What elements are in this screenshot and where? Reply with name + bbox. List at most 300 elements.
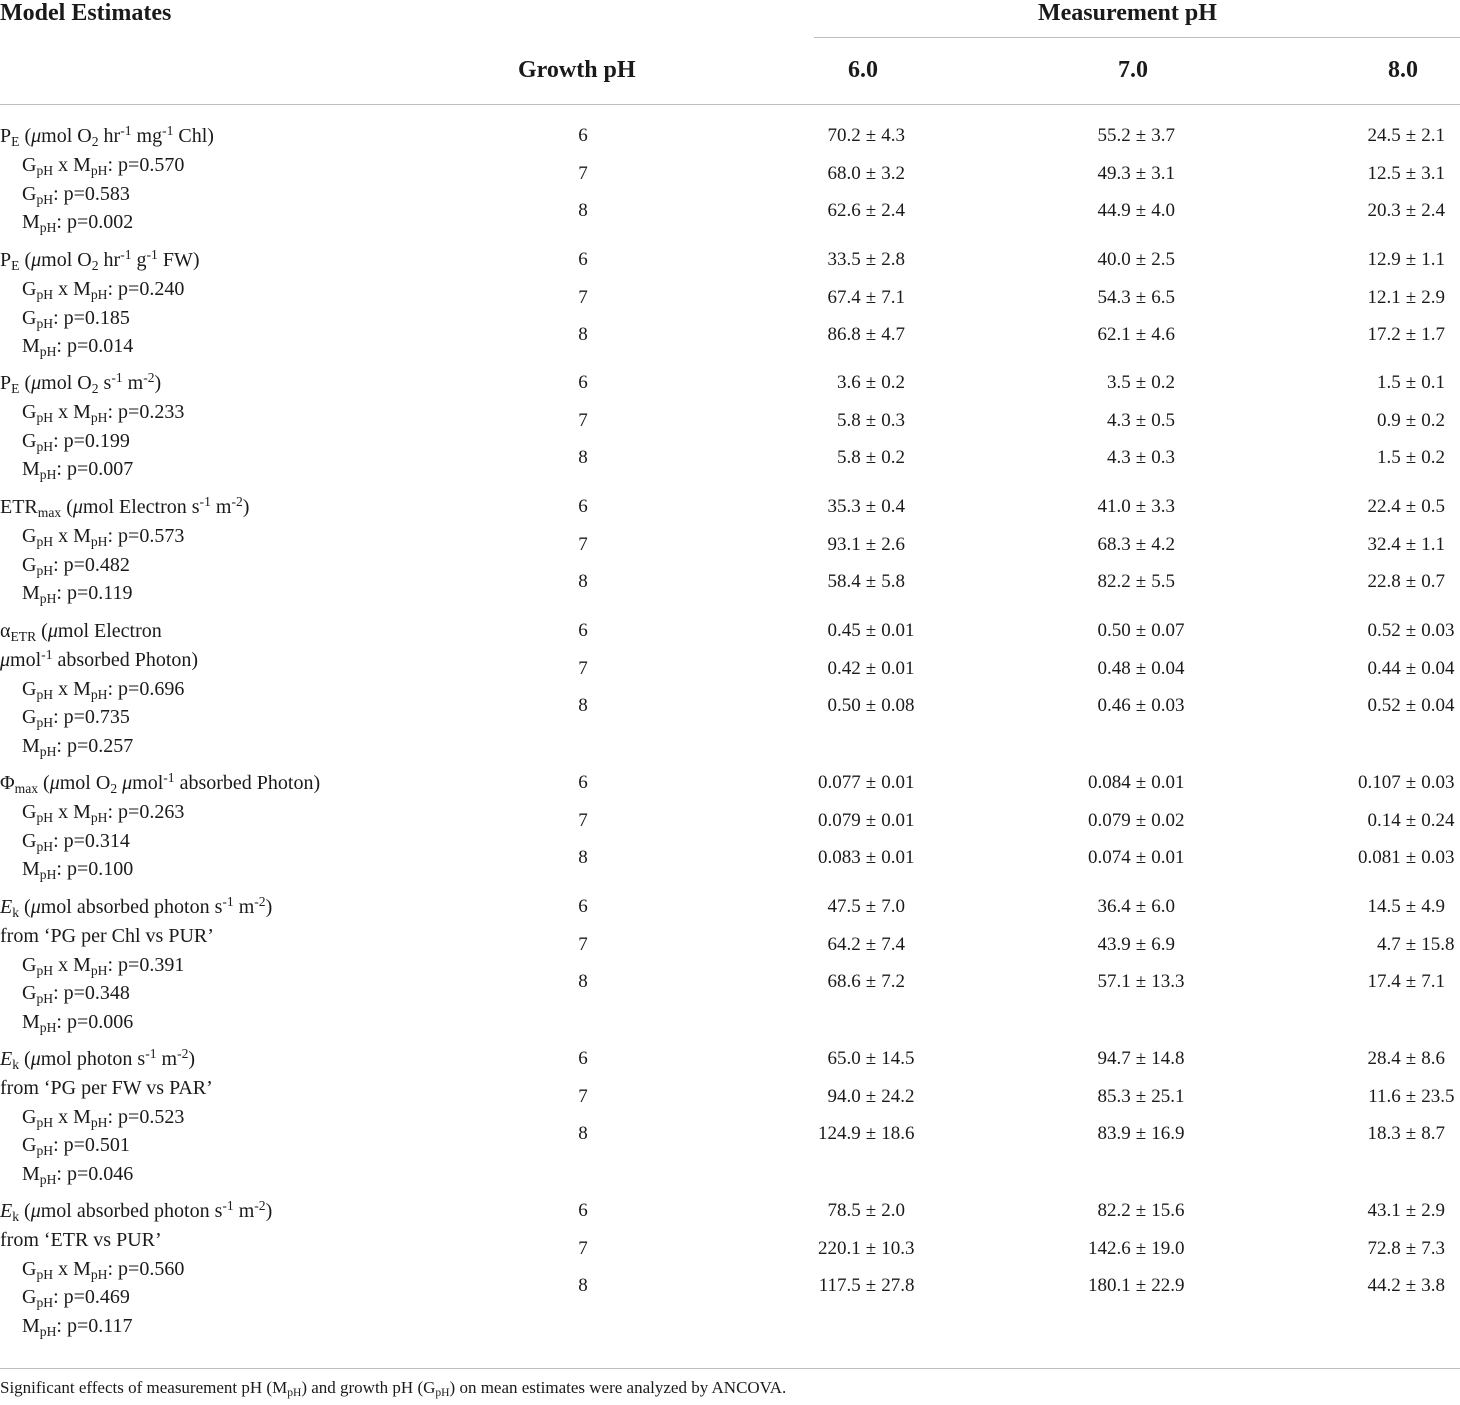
growth-ph-cell: 8 [578, 971, 588, 992]
plus-minus-sign: ± [1405, 657, 1417, 679]
plus-minus-sign: ± [1135, 657, 1147, 679]
value-cell [1098, 896, 1175, 918]
error-value: 4.6 [1151, 324, 1175, 345]
mean-value: 17.2 [1367, 324, 1401, 345]
model-estimates-header: Model Estimates [0, 0, 172, 26]
error-value: 0.03 [1421, 847, 1455, 868]
plus-minus-sign: ± [1135, 125, 1147, 146]
value-cell [1098, 571, 1175, 593]
mean-value: 85.3 [1097, 1085, 1131, 1107]
plus-minus-sign: ± [865, 695, 877, 716]
mean-value: 117.5 [818, 1275, 861, 1296]
plus-minus-sign: ± [865, 496, 877, 517]
value-cell [1098, 249, 1175, 271]
mean-value: 68.6 [827, 971, 861, 992]
row-label: $\Phi_{max}$ (μmol $O_2$ μmol$^{-1}$ absorbed Photon) [0, 770, 321, 796]
value-cell [1088, 810, 1184, 832]
plus-minus-sign: ± [1405, 1200, 1417, 1221]
error-value: 0.01 [881, 620, 915, 641]
col-header-8: 8.0 [1388, 57, 1418, 83]
value-cell [1368, 1275, 1445, 1297]
row-label: from ‘PG per Chl vs PUR’ [0, 924, 214, 947]
error-value: 2.8 [881, 249, 905, 270]
mean-value: 36.4 [1097, 896, 1131, 917]
col-header-7: 7.0 [1118, 57, 1148, 83]
plus-minus-sign: ± [1135, 971, 1147, 992]
mean-value: 44.2 [1367, 1275, 1401, 1296]
mean-value: 62.6 [827, 200, 861, 221]
error-value: 0.3 [1151, 447, 1175, 468]
stat-line: $M_{pH}$: p=0.006 [22, 1011, 134, 1035]
plus-minus-sign: ± [1405, 372, 1417, 393]
mean-value: 67.4 [827, 286, 861, 308]
plus-minus-sign: ± [865, 249, 877, 270]
value-cell [1088, 1238, 1184, 1260]
plus-minus-sign: ± [865, 933, 877, 955]
error-value: 0.04 [1421, 657, 1455, 679]
plus-minus-sign: ± [865, 772, 877, 793]
mean-value: 0.079 [818, 809, 861, 831]
growth-ph-cell: 8 [578, 1123, 588, 1144]
mean-value: 12.9 [1367, 249, 1401, 270]
error-value: 2.4 [1421, 200, 1445, 221]
error-value: 10.3 [881, 1237, 915, 1259]
value-cell [1368, 1048, 1445, 1070]
stat-line: $G_{pH}$ x $M_{pH}$: p=0.523 [22, 1105, 185, 1130]
growth-ph-header: Growth pH [518, 57, 636, 83]
footnote: Significant effects of measurement pH $(M_{pH})$ and growth pH $(G_{pH})$ on mean estimates were analyzed by ANCOVA. [0, 1378, 787, 1400]
mean-value: 35.3 [827, 496, 861, 517]
value-cell [1098, 324, 1175, 346]
plus-minus-sign: ± [1405, 162, 1417, 184]
plus-minus-sign: ± [1405, 571, 1417, 592]
plus-minus-sign: ± [1135, 620, 1147, 641]
value-cell [1368, 1086, 1454, 1108]
plus-minus-sign: ± [1135, 200, 1147, 221]
value-cell [1098, 496, 1175, 518]
value-cell [1368, 324, 1445, 346]
error-value: 2.5 [1151, 249, 1175, 270]
mean-value: 5.8 [837, 447, 861, 468]
value-cell [828, 658, 915, 680]
error-value: 19.0 [1151, 1237, 1185, 1259]
mean-value: 0.081 [1358, 847, 1401, 868]
error-value: 0.01 [881, 772, 915, 793]
error-value: 7.4 [881, 933, 905, 955]
plus-minus-sign: ± [865, 533, 877, 555]
error-value: 0.4 [881, 496, 905, 517]
value-cell [1368, 287, 1445, 309]
error-value: 4.3 [881, 125, 905, 146]
mean-value: 0.9 [1377, 409, 1401, 431]
row-label: $E_k$ (μmol absorbed photon $s^{-1}$ $m^{-2}$) [0, 894, 273, 920]
plus-minus-sign: ± [865, 125, 877, 146]
value-cell [1368, 1200, 1445, 1222]
growth-ph-cell: 8 [578, 695, 588, 716]
stat-line: $G_{pH}$ x $M_{pH}$: p=0.263 [22, 800, 185, 825]
plus-minus-sign: ± [1405, 1123, 1417, 1144]
value-cell [828, 1086, 915, 1108]
stat-line: $G_{pH}$ x $M_{pH}$: p=0.233 [22, 400, 185, 425]
plus-minus-sign: ± [1135, 496, 1147, 517]
plus-minus-sign: ± [865, 571, 877, 592]
plus-minus-sign: ± [1405, 249, 1417, 270]
mean-value: 28.4 [1367, 1048, 1401, 1069]
plus-minus-sign: ± [1135, 772, 1147, 793]
error-value: 0.1 [1421, 372, 1445, 393]
value-cell [828, 249, 905, 271]
mean-value: 64.2 [827, 933, 861, 955]
error-value: 23.5 [1421, 1085, 1455, 1107]
plus-minus-sign: ± [1135, 286, 1147, 308]
error-value: 0.2 [1421, 447, 1445, 468]
mean-value: 58.4 [827, 571, 861, 592]
value-cell [828, 896, 905, 918]
mean-value: 0.52 [1367, 620, 1401, 641]
mean-value: 83.9 [1097, 1123, 1131, 1144]
growth-ph-cell: 8 [578, 1275, 588, 1296]
mean-value: 3.5 [1107, 372, 1131, 393]
error-value: 14.5 [881, 1048, 915, 1069]
row-label: $E_k$ (μmol absorbed photon $s^{-1}$ $m^{-2}$) [0, 1198, 273, 1224]
value-cell [1098, 1123, 1185, 1145]
value-cell [828, 287, 905, 309]
value-cell [818, 810, 914, 832]
mean-value: 62.1 [1097, 324, 1131, 345]
error-value: 6.9 [1151, 933, 1175, 955]
value-cell [828, 200, 905, 222]
plus-minus-sign: ± [865, 1048, 877, 1069]
value-cell [818, 772, 914, 794]
row-label: $P_E$ (μmol $O_2$ $hr^{-1}$ $g^{-1}$ FW) [0, 247, 200, 273]
plus-minus-sign: ± [1405, 695, 1417, 716]
plus-minus-sign: ± [865, 1085, 877, 1107]
plus-minus-sign: ± [1135, 409, 1147, 431]
value-cell [828, 163, 905, 185]
plus-minus-sign: ± [865, 409, 877, 431]
mean-value: 0.50 [827, 695, 861, 716]
value-cell [1368, 534, 1445, 556]
stat-line: $G_{pH}$: p=0.735 [22, 706, 130, 731]
error-value: 0.03 [1421, 620, 1455, 641]
value-cell [1377, 410, 1445, 432]
value-cell [1098, 163, 1175, 185]
value-cell [818, 1123, 914, 1145]
error-value: 1.1 [1421, 249, 1445, 270]
stat-line: $G_{pH}$: p=0.469 [22, 1286, 130, 1311]
error-value: 4.9 [1421, 896, 1445, 917]
value-cell [1098, 971, 1185, 993]
value-cell [1368, 1238, 1445, 1260]
plus-minus-sign: ± [1135, 1123, 1147, 1144]
value-cell [1368, 496, 1445, 518]
value-cell [1368, 971, 1445, 993]
plus-minus-sign: ± [1135, 1237, 1147, 1259]
stat-line: $G_{pH}$ x $M_{pH}$: p=0.391 [22, 953, 185, 978]
error-value: 3.1 [1421, 162, 1445, 184]
error-value: 16.9 [1151, 1123, 1185, 1144]
plus-minus-sign: ± [1135, 1085, 1147, 1107]
error-value: 0.5 [1151, 409, 1175, 431]
mean-value: 124.9 [818, 1123, 861, 1144]
mean-value: 24.5 [1367, 125, 1401, 146]
plus-minus-sign: ± [1405, 286, 1417, 308]
plus-minus-sign: ± [1405, 933, 1417, 955]
mean-value: 0.077 [818, 772, 861, 793]
plus-minus-sign: ± [1405, 772, 1417, 793]
growth-ph-cell: 7 [578, 162, 588, 184]
mean-value: 43.1 [1367, 1200, 1401, 1221]
plus-minus-sign: ± [1405, 200, 1417, 221]
mean-value: 0.079 [1088, 809, 1131, 831]
mean-value: 32.4 [1367, 533, 1401, 555]
value-cell [837, 372, 905, 394]
value-cell [828, 620, 915, 642]
mean-value: 65.0 [827, 1048, 861, 1069]
value-cell [1098, 534, 1175, 556]
value-cell [828, 534, 905, 556]
error-value: 4.7 [881, 324, 905, 345]
stat-line: $G_{pH}$: p=0.185 [22, 306, 130, 331]
value-cell [1107, 447, 1175, 469]
mean-value: 0.083 [818, 847, 861, 868]
mean-value: 1.5 [1377, 447, 1401, 468]
mean-value: 82.2 [1097, 571, 1131, 592]
plus-minus-sign: ± [865, 620, 877, 641]
error-value: 0.04 [1151, 657, 1185, 679]
plus-minus-sign: ± [865, 372, 877, 393]
mean-value: 22.8 [1367, 571, 1401, 592]
mean-value: 22.4 [1367, 496, 1401, 517]
col-header-6: 6.0 [848, 57, 878, 83]
header-rule [0, 104, 1460, 105]
error-value: 5.8 [881, 571, 905, 592]
error-value: 0.3 [881, 409, 905, 431]
plus-minus-sign: ± [1135, 533, 1147, 555]
error-value: 7.3 [1421, 1237, 1445, 1259]
plus-minus-sign: ± [865, 896, 877, 917]
mean-value: 4.7 [1377, 933, 1401, 955]
error-value: 2.9 [1421, 1200, 1445, 1221]
error-value: 5.5 [1151, 571, 1175, 592]
mean-value: 40.0 [1097, 249, 1131, 270]
error-value: 7.1 [881, 286, 905, 308]
stat-line: $G_{pH}$: p=0.314 [22, 829, 130, 854]
stat-line: $M_{pH}$: p=0.100 [22, 858, 134, 883]
stat-line: $G_{pH}$ x $M_{pH}$: p=0.560 [22, 1257, 185, 1282]
value-cell [1368, 125, 1445, 147]
mean-value: 0.107 [1358, 772, 1401, 793]
row-label: $P_E$ (μmol $O_2$ $hr^{-1}$ $mg^{-1}$ Chl) [0, 123, 214, 149]
plus-minus-sign: ± [865, 1237, 877, 1259]
mean-value: 20.3 [1367, 200, 1401, 221]
error-value: 0.2 [1421, 409, 1445, 431]
value-cell [1098, 1086, 1185, 1108]
error-value: 0.02 [1151, 809, 1185, 831]
plus-minus-sign: ± [1405, 896, 1417, 917]
growth-ph-cell: 7 [578, 409, 588, 431]
mean-value: 70.2 [827, 125, 861, 146]
mean-value: 68.0 [827, 162, 861, 184]
value-cell [1098, 1048, 1185, 1070]
stat-line: $M_{pH}$: p=0.046 [22, 1163, 134, 1187]
growth-ph-cell: 7 [578, 286, 588, 308]
error-value: 2.4 [881, 200, 905, 221]
error-value: 0.24 [1421, 809, 1455, 831]
value-cell [1377, 372, 1445, 394]
row-label: from ‘ETR vs PUR’ [0, 1228, 162, 1251]
stat-line: $G_{pH}$ x $M_{pH}$: p=0.696 [22, 677, 185, 702]
value-cell [1098, 200, 1175, 222]
stat-line: $M_{pH}$: p=0.119 [22, 582, 133, 607]
error-value: 4.2 [1151, 533, 1175, 555]
mean-value: 94.7 [1097, 1048, 1131, 1069]
stat-line: $M_{pH}$: p=0.002 [22, 211, 134, 236]
row-label: from ‘PG per FW vs PAR’ [0, 1076, 213, 1099]
value-cell [828, 695, 915, 717]
stat-line: $G_{pH}$: p=0.482 [22, 553, 130, 578]
value-cell [828, 1048, 915, 1070]
mean-value: 43.9 [1097, 933, 1131, 955]
value-cell [1098, 1200, 1185, 1222]
error-value: 0.7 [1421, 571, 1445, 592]
error-value: 1.1 [1421, 533, 1445, 555]
mean-value: 55.2 [1097, 125, 1131, 146]
growth-ph-cell: 6 [578, 1048, 588, 1069]
value-cell [1098, 934, 1175, 956]
mean-value: 220.1 [818, 1237, 861, 1259]
plus-minus-sign: ± [1405, 1085, 1417, 1107]
error-value: 18.6 [881, 1123, 915, 1144]
error-value: 0.08 [881, 695, 915, 716]
growth-ph-cell: 7 [578, 1085, 588, 1107]
stat-line: $G_{pH}$ x $M_{pH}$: p=0.240 [22, 277, 185, 302]
error-value: 0.5 [1421, 496, 1445, 517]
error-value: 2.0 [881, 1200, 905, 1221]
mean-value: 5.8 [837, 409, 861, 431]
error-value: 2.1 [1421, 125, 1445, 146]
error-value: 22.9 [1151, 1275, 1185, 1296]
stat-line: $M_{pH}$: p=0.014 [22, 335, 134, 360]
plus-minus-sign: ± [1135, 447, 1147, 468]
plus-minus-sign: ± [865, 1200, 877, 1221]
growth-ph-cell: 6 [578, 125, 588, 146]
plus-minus-sign: ± [865, 447, 877, 468]
error-value: 0.01 [881, 847, 915, 868]
stat-line: $M_{pH}$: p=0.117 [22, 1315, 133, 1339]
mean-value: 3.6 [837, 372, 861, 393]
plus-minus-sign: ± [1405, 971, 1417, 992]
plus-minus-sign: ± [1405, 1237, 1417, 1259]
error-value: 0.01 [1151, 772, 1185, 793]
value-cell [1098, 125, 1175, 147]
value-cell [828, 1200, 905, 1222]
value-cell [1377, 934, 1454, 956]
measurement-ph-header: Measurement pH [1038, 0, 1217, 26]
growth-ph-cell: 6 [578, 772, 588, 793]
plus-minus-sign: ± [1135, 249, 1147, 270]
value-cell [828, 125, 905, 147]
mean-value: 49.3 [1097, 162, 1131, 184]
value-cell [818, 1238, 914, 1260]
value-cell [1107, 410, 1175, 432]
mean-value: 78.5 [827, 1200, 861, 1221]
growth-ph-cell: 8 [578, 571, 588, 592]
growth-ph-cell: 6 [578, 620, 588, 641]
value-cell [818, 847, 914, 869]
error-value: 0.04 [1421, 695, 1455, 716]
mean-value: 0.074 [1088, 847, 1131, 868]
error-value: 3.7 [1151, 125, 1175, 146]
error-value: 2.9 [1421, 286, 1445, 308]
value-cell [1368, 1123, 1445, 1145]
plus-minus-sign: ± [865, 286, 877, 308]
mean-value: 14.5 [1367, 896, 1401, 917]
error-value: 25.1 [1151, 1085, 1185, 1107]
stat-line: $G_{pH}$ x $M_{pH}$: p=0.573 [22, 524, 185, 549]
mean-value: 54.3 [1097, 286, 1131, 308]
value-cell [1368, 896, 1445, 918]
stat-line: $G_{pH}$: p=0.348 [22, 982, 130, 1007]
plus-minus-sign: ± [1135, 695, 1147, 716]
value-cell [1377, 447, 1445, 469]
mean-value: 41.0 [1097, 496, 1131, 517]
growth-ph-cell: 7 [578, 933, 588, 955]
mean-value: 1.5 [1377, 372, 1401, 393]
value-cell [1098, 695, 1185, 717]
value-cell [1098, 287, 1175, 309]
plus-minus-sign: ± [1135, 896, 1147, 917]
error-value: 15.6 [1151, 1200, 1185, 1221]
error-value: 14.8 [1151, 1048, 1185, 1069]
mean-value: 11.6 [1368, 1085, 1401, 1107]
mean-value: 0.42 [827, 657, 861, 679]
error-value: 0.03 [1151, 695, 1185, 716]
mean-value: 142.6 [1088, 1237, 1131, 1259]
mean-value: 86.8 [827, 324, 861, 345]
value-cell [837, 447, 905, 469]
mean-value: 0.48 [1097, 657, 1131, 679]
mean-value: 4.3 [1107, 409, 1131, 431]
row-label: $E_k$ (μmol photon $s^{-1}$ $m^{-2}$) [0, 1046, 196, 1072]
plus-minus-sign: ± [1405, 409, 1417, 431]
error-value: 0.01 [881, 657, 915, 679]
stat-line: $M_{pH}$: p=0.007 [22, 458, 134, 483]
error-value: 1.7 [1421, 324, 1445, 345]
row-label: $\alpha_{ETR}$ (μmol Electron [0, 620, 162, 644]
value-cell [1368, 620, 1455, 642]
plus-minus-sign: ± [1405, 809, 1417, 831]
mean-value: 4.3 [1107, 447, 1131, 468]
error-value: 6.5 [1151, 286, 1175, 308]
mean-value: 12.5 [1367, 162, 1401, 184]
error-value: 6.0 [1151, 896, 1175, 917]
plus-minus-sign: ± [1135, 933, 1147, 955]
value-cell [1368, 658, 1455, 680]
plus-minus-sign: ± [1405, 324, 1417, 345]
mean-value: 0.084 [1088, 772, 1131, 793]
value-cell [1358, 847, 1454, 869]
error-value: 0.01 [881, 809, 915, 831]
plus-minus-sign: ± [1135, 1275, 1147, 1296]
error-value: 3.3 [1151, 496, 1175, 517]
plus-minus-sign: ± [1135, 162, 1147, 184]
value-cell [1098, 620, 1185, 642]
growth-ph-cell: 8 [578, 324, 588, 345]
growth-ph-cell: 6 [578, 372, 588, 393]
plus-minus-sign: ± [865, 847, 877, 868]
mean-value: 18.3 [1367, 1123, 1401, 1144]
